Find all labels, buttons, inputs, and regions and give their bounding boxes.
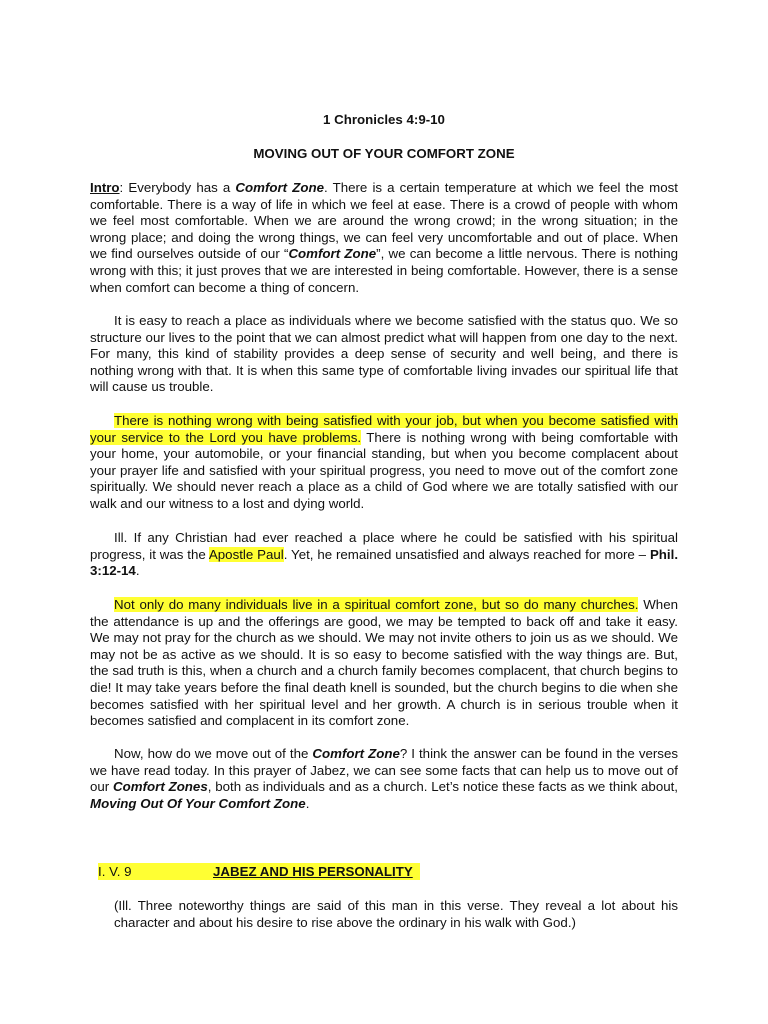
paragraph-text: Ill. If any Christian had ever reached a place where he could be satisfied with his spiritual progress, it was the <box>90 530 678 562</box>
highlighted-sentence: Not only do many individuals live in a spiritual comfort zone, but so do many churches. <box>114 597 639 612</box>
paragraph-text: , both as individuals and as a church. Let’s notice these facts as we think about, <box>207 779 678 795</box>
paragraph-how-to-move <box>90 746 678 812</box>
intro-label: Intro <box>90 180 120 195</box>
intro-text-2: . There is a certain temperature at which we feel the most comfortable. There is a way of life in which we feel at ease. There is a crowd of people with whom we feel most comfortable. When we are around the wrong crowd; in the wrong situation; in the wrong place; and doing the wrong things, we can feel very uncomfortable and out of place. When we find ourselves outside of our “ <box>90 180 678 262</box>
intro-paragraph <box>90 180 678 296</box>
paragraph-text: There is nothing wrong with being comfortable with your home, your automobile, or your financial standing, but when you become complacent about your prayer life and satisfied with your spiritual progress, you need to move out of the comfort zone spiritually. We should never reach a place as a child of God where we are totally satisfied with our walk and our witness to a lost and dying world. <box>90 429 678 511</box>
emphasis: Comfort Zone <box>312 746 400 761</box>
emphasis: Comfort Zones <box>113 779 208 795</box>
section-heading <box>98 864 678 881</box>
section-title: JABEZ AND HIS PERSONALITY <box>213 864 413 879</box>
intro-text-3: ”, we can become a little nervous. There is nothing wrong with this; it just proves that we are interested in being comfortable. However, there is a sense when comfort can become a thing of concern. <box>90 246 678 295</box>
intro-text-1: : Everybody has a <box>119 180 236 195</box>
paragraph-text: . <box>135 563 140 579</box>
scripture-ref: Phil. 3:12-14 <box>90 546 679 579</box>
paragraph-paul <box>90 530 678 580</box>
paragraph-churches <box>90 597 678 730</box>
paragraph-satisfied <box>90 413 678 513</box>
paragraph-text: ? I think the answer can be found in the verses we have read today. In this prayer of Jabez, we can see some facts that can help us to move out of our <box>90 746 678 795</box>
sermon-title <box>90 146 678 163</box>
sermon-title-text: MOVING OUT OF YOUR COMFORT ZONE <box>253 146 515 161</box>
paragraph-text: . Yet, he remained unsatisfied and always reached for more – <box>283 546 650 562</box>
section-number: I. V. 9 <box>98 864 132 879</box>
paragraph-status-quo: It is easy to reach a place as individuals where we become satisfied with the status quo. We so structure our lives to the point that we can almost predict what will happen from one day to the next. For many, this kind of stability provides a deep sense of security and well being, and there is nothing wrong with that. It is when this same type of comfortable living invades our spiritual life that will cause us trouble. <box>90 313 678 395</box>
paragraph-illustration: (Ill. Three noteworthy things are said of this man in this verse. They reveal a lot about his character and about his desire to rise above the ordinary in his walk with God.) <box>114 898 678 930</box>
emphasis: Moving Out Of Your Comfort Zone <box>90 795 306 811</box>
scripture-reference: 1 Chronicles 4:9-10 <box>323 112 445 127</box>
intro-emphasis-1: Comfort Zone <box>235 180 324 195</box>
intro-emphasis-2: Comfort Zone <box>288 246 377 262</box>
highlighted-name: Apostle Paul <box>208 546 284 562</box>
highlighted-sentence: There is nothing wrong with being satisfied with your job, but when you become satisfied with your service to the Lord you have problems. <box>90 413 678 445</box>
paragraph-text: When the attendance is up and the offerings are good, we may be tempted to back off and take it easy. We may not pray for the church as we should. We may not invite others to join us as we should. We may not be as active as we should. It is so easy to become satisfied with the way things are. But, the sad truth is this, when a church and a church family becomes complacent, that church begins to die! It may take years before the final death knell is sounded, but the church begins to die when she becomes satisfied with her spiritual level and her growth. A church is in serious trouble when it becomes satisfied and complacent in its comfort zone. <box>90 597 678 729</box>
paragraph-text: . <box>305 795 310 811</box>
paragraph-text: Now, how do we move out of the <box>114 746 313 761</box>
